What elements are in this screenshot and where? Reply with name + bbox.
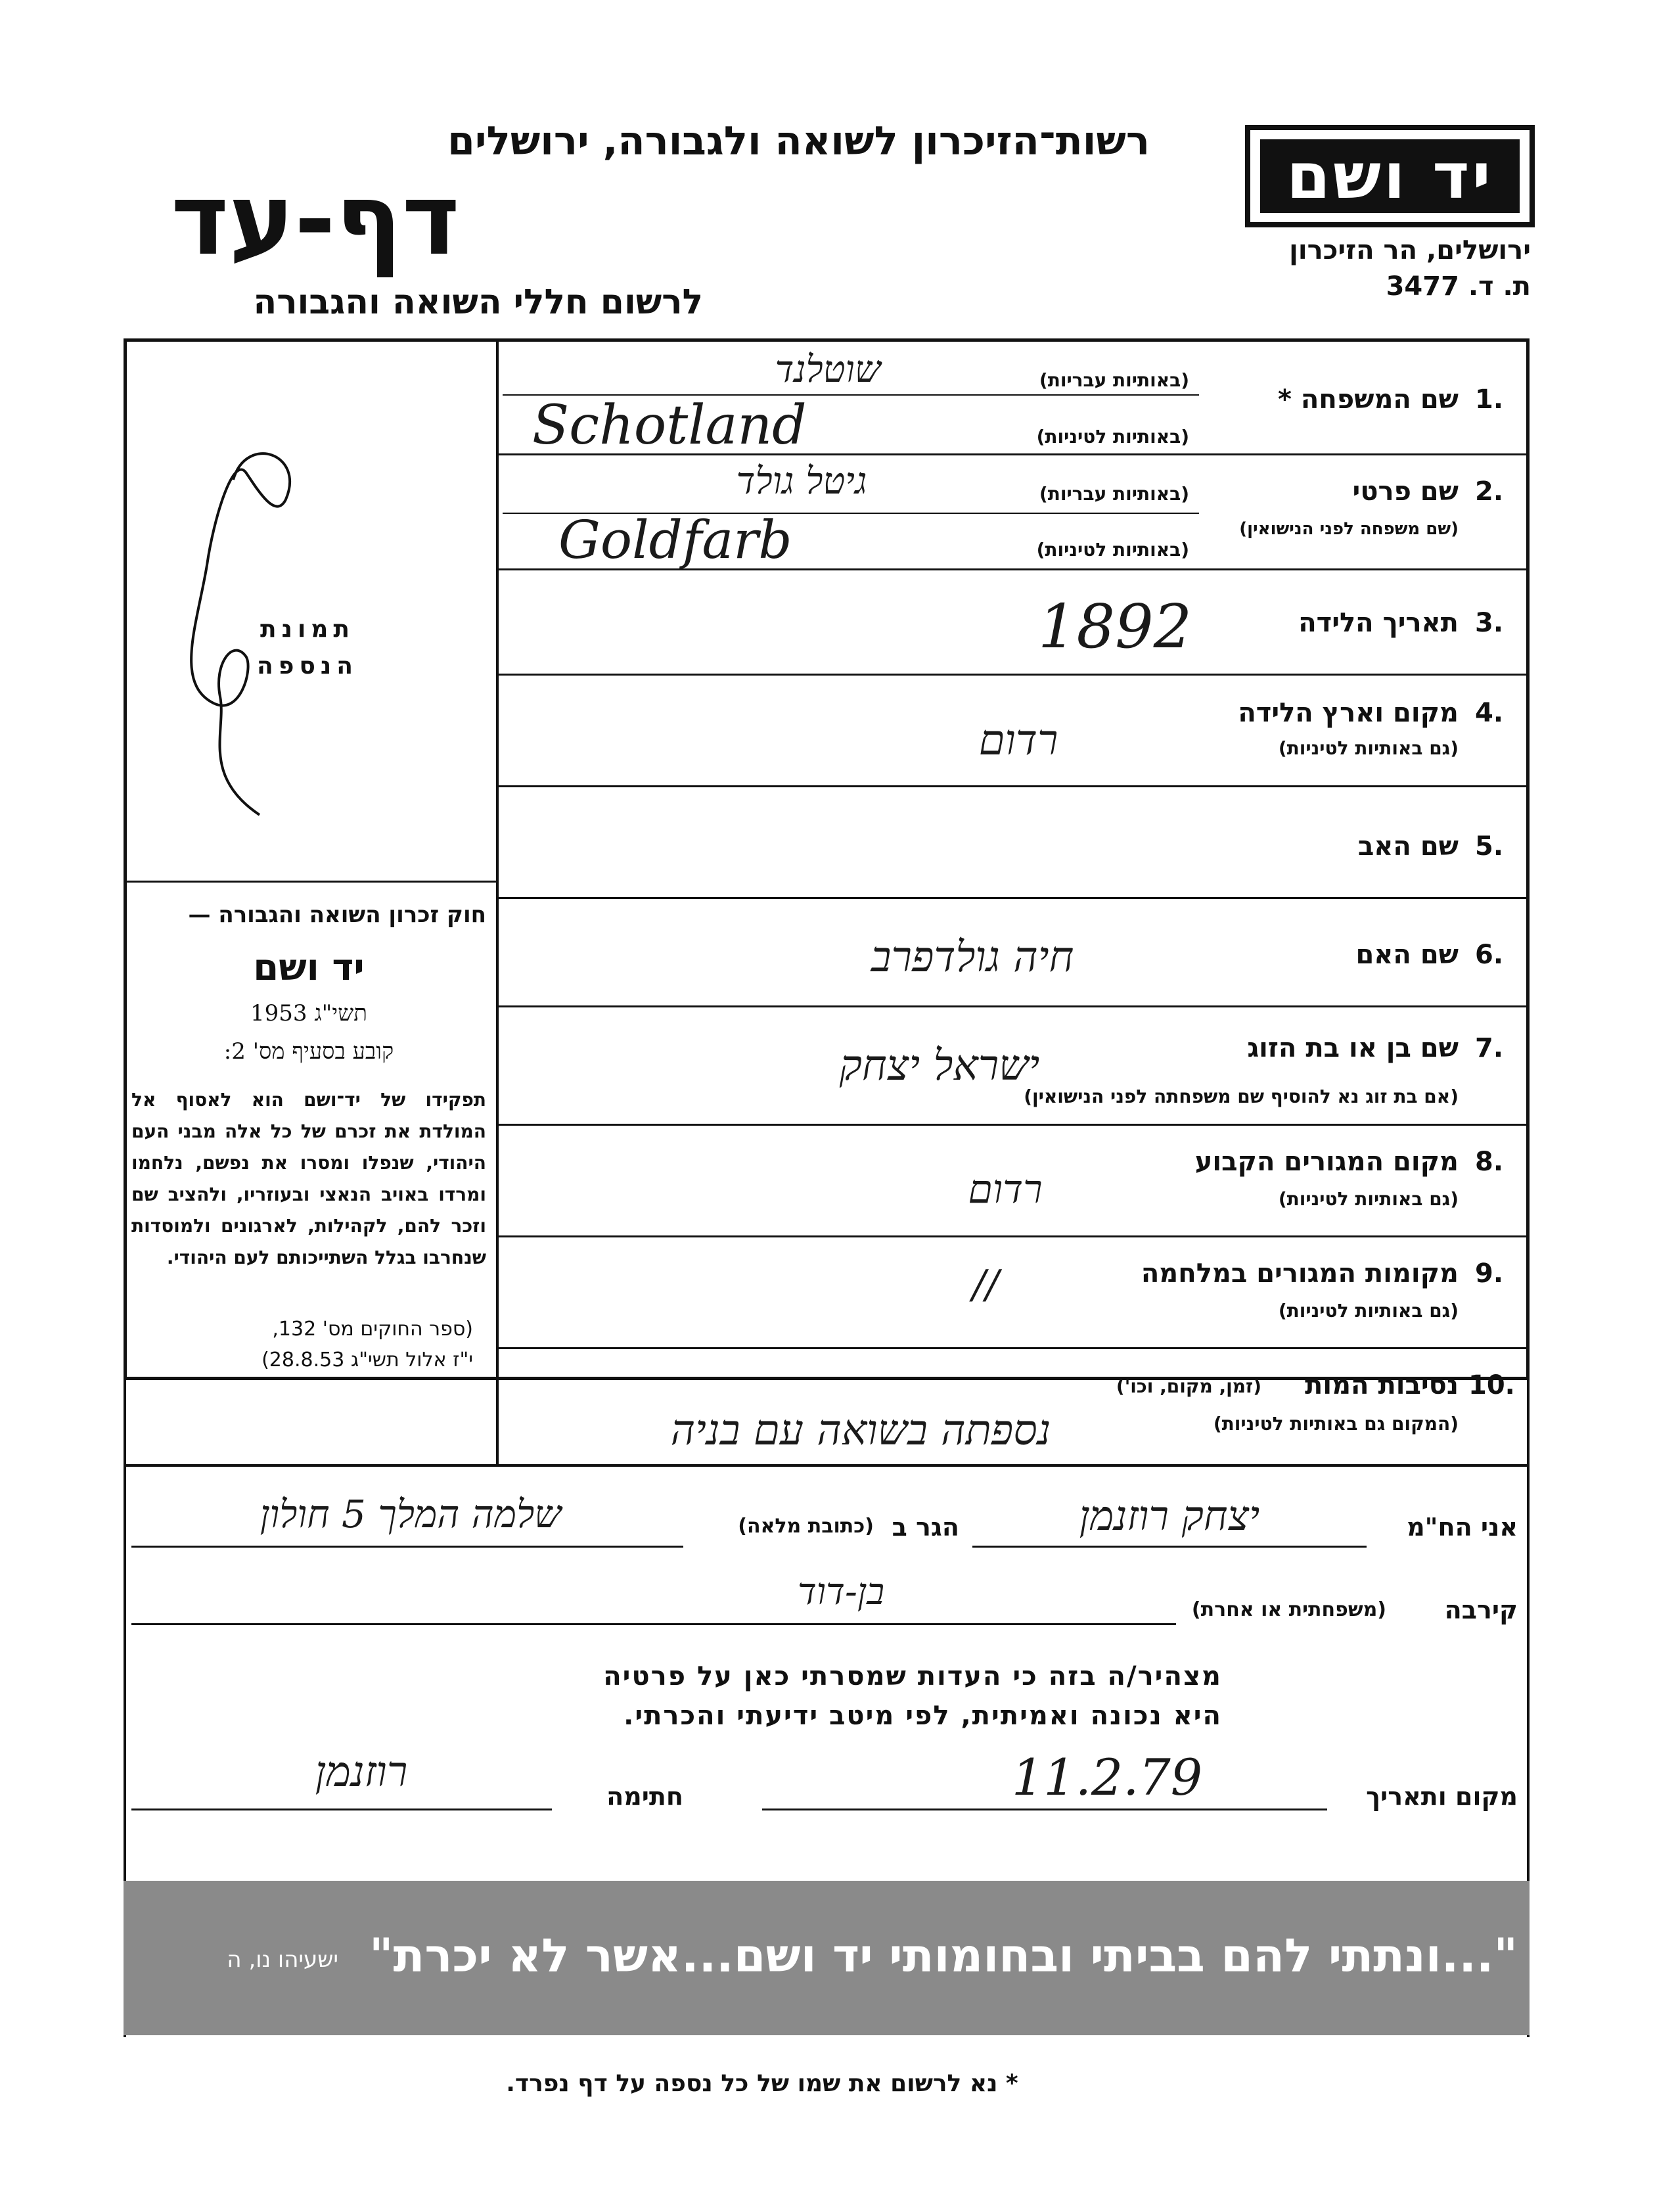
row-4-number: 4. <box>1475 698 1504 728</box>
law-clause: קובע בסעיף מס' 2: <box>223 1038 394 1065</box>
row-9-label: מקומות המגורים במלחמה <box>1141 1258 1459 1289</box>
org-title: רשות־הזיכרון לשואה ולגבורה, ירושלים <box>447 118 1150 164</box>
row-1-label: שם המשפחה * <box>1278 384 1459 415</box>
row-10-sublabel: (המקום גם באותיות לטיניות) <box>1213 1413 1459 1435</box>
signature-underline <box>131 1809 552 1810</box>
row-4-value: רדום <box>978 716 1058 765</box>
row-2-value-latin: Goldfarb <box>558 509 792 570</box>
resident-label: הגר ב <box>892 1513 959 1542</box>
row-divider <box>496 1005 1530 1007</box>
row-6-value: חיה גולדפרב <box>871 933 1074 982</box>
relation-underline <box>131 1623 1176 1625</box>
row-9-number: 9. <box>1475 1258 1504 1289</box>
row-8-sublabel: (גם באותיות לטיניות) <box>1278 1188 1459 1210</box>
row-1-sublabel-hebrew: (באותיות עבריות) <box>1039 369 1189 391</box>
row-divider <box>496 1235 1530 1237</box>
resident-underline <box>131 1546 683 1548</box>
row-divider <box>496 897 1530 899</box>
row-8-label: מקום המגורים הקבוע <box>1194 1147 1459 1177</box>
row-divider <box>496 1347 1530 1349</box>
resident-value: שלמה המלך 5 חולון <box>260 1492 562 1536</box>
row-1-value-latin: Schotland <box>532 394 807 457</box>
law-source: (ספר החוקים מס' 132, <box>272 1318 473 1341</box>
row-7-number: 7. <box>1475 1033 1504 1063</box>
row-3-number: 3. <box>1475 608 1504 638</box>
row-3-label: תאריך הלידה <box>1298 608 1459 638</box>
place-date-label: מקום ותאריך <box>1366 1782 1518 1811</box>
row-8-value: רדום <box>968 1166 1043 1212</box>
declarant-value: יצחק רוזנמן <box>1079 1492 1260 1540</box>
row-2-label: שם פרטי <box>1352 476 1459 507</box>
row-3-value: 1892 <box>1038 591 1192 662</box>
row-divider <box>496 1124 1530 1126</box>
row-divider <box>496 674 1530 676</box>
row-4-label: מקום וארץ הלידה <box>1238 698 1459 728</box>
law-source-date: י"ז אלול תשי"ג 28.8.53) <box>261 1348 473 1371</box>
footnote: * נא לרשום את שמו של כל נספה על דף נפרד. <box>506 2070 1018 2097</box>
row-divider <box>496 785 1530 787</box>
address-line-2: ת. ד. 3477 <box>1386 271 1531 302</box>
row-5-number: 5. <box>1475 831 1504 862</box>
statement-line-2: היא נכונה ואמיתית, לפי מיטב ידיעתי והכרתי. <box>623 1701 1222 1731</box>
row-6-number: 6. <box>1475 940 1504 970</box>
relation-value: בן-דוד <box>797 1571 885 1613</box>
row-6-label: שם האם <box>1355 940 1459 970</box>
law-name: יד ושם <box>253 946 365 989</box>
column-divider <box>496 338 499 1465</box>
row-2-number: 2. <box>1475 476 1504 507</box>
place-date-value: 11.2.79 <box>1012 1748 1203 1807</box>
row-1-number: 1. <box>1475 384 1504 415</box>
row-2-note: (שם משפחה לפני הנישואין) <box>1239 519 1459 539</box>
row-1-sublabel-latin: (באותיות לטיניות) <box>1036 426 1189 448</box>
relation-label: קירבה <box>1444 1596 1518 1624</box>
resident-note: (כתובת מלאה) <box>738 1515 874 1538</box>
row-10-note: (זמן, מקום, וכו') <box>1116 1375 1261 1397</box>
row-10-label: נסיבות המות <box>1305 1370 1459 1400</box>
law-body: תפקידו של יד־ושם הוא לאסוף אל המולדת את זכרם של כל אלה מבני העם היהודי, שנפלו ומסרו את נפשם, נלחמו ומרדו באויב הנאצי ובעוזריו, ולהציב שם וזכר להם, לקהילות, לארגונים ולמוסדות שנחרבו בגלל השתייכותם לעם היהודי. <box>131 1089 486 1268</box>
banner-citation: ישעיהו נו, ה <box>227 1947 338 1973</box>
form-title: דף-עד <box>171 163 460 277</box>
declarant-label: אני הח"מ <box>1407 1513 1518 1542</box>
row-7-sublabel: (אם בת זוג נא להוסיף שם משפחתה לפני הנישואין) <box>1024 1086 1459 1107</box>
statement-line-1: מצהיר/ה בזה כי העדות שמסרתי כאן על פרטיה <box>603 1661 1222 1692</box>
row-8-number: 8. <box>1475 1147 1504 1177</box>
signature-value: רוזנמן <box>315 1748 408 1797</box>
logo-text: יד ושם <box>1260 139 1520 213</box>
row-2-sublabel-hebrew: (באותיות עבריות) <box>1039 483 1189 505</box>
law-title: חוק זכרון השואה והגבורה — <box>188 902 486 928</box>
row-10-value: נספתה בשואה עם בניה <box>670 1406 1051 1455</box>
photo-label: תמונת הנספה <box>257 616 358 680</box>
row-9-value: // <box>972 1262 999 1308</box>
address-line-1: ירושלים, הר הזיכרון <box>1289 235 1531 265</box>
signature-label: חתימה <box>606 1782 683 1811</box>
row-2-sublabel-latin: (באותיות לטיניות) <box>1036 539 1189 561</box>
photo-law-divider <box>124 881 498 883</box>
row-7-label: שם בן או בת הזוג <box>1247 1033 1459 1063</box>
form-subtitle: לרשום חללי השואה והגבורה <box>253 283 703 322</box>
row-7-value: ישראל יצחק <box>839 1042 1040 1090</box>
row-2-value-hebrew: גיטל גולד <box>736 460 867 503</box>
frame-bottom <box>124 1464 1530 1467</box>
row-4-sublabel: (גם באותיות לטיניות) <box>1278 737 1459 759</box>
banner-verse: "...ונתתי להם בביתי ובחומותי יד ושם...אשר לא יכרת" <box>369 1929 1518 1983</box>
row-5-label: שם האב <box>1357 831 1459 862</box>
relation-note: (משפחתית או אחרת) <box>1191 1598 1386 1621</box>
declarant-underline <box>972 1546 1367 1548</box>
row-1-value-hebrew: שוטלנד <box>775 348 881 391</box>
yad-vashem-logo <box>1245 125 1535 227</box>
row-9-sublabel: (גם באותיות לטיניות) <box>1278 1300 1459 1322</box>
row-10-number: 10. <box>1468 1370 1515 1400</box>
place-date-underline <box>762 1809 1327 1810</box>
law-year: תשי"ג 1953 <box>250 1000 367 1026</box>
